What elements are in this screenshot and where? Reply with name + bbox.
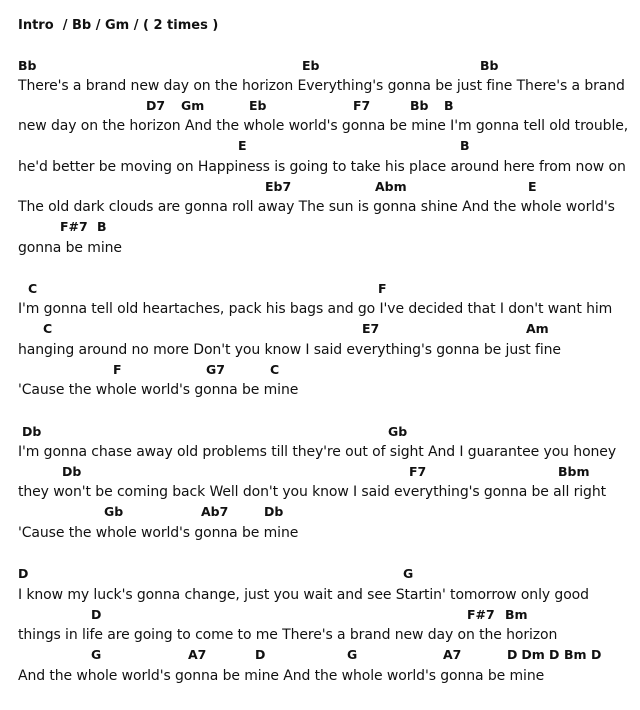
chord: D — [549, 647, 560, 662]
lyric-line: hanging around no more Don't you know I said everything's gonna be just fine — [18, 342, 561, 358]
chord: Ab7 — [201, 504, 229, 519]
chord: B — [460, 138, 470, 153]
chord: D — [255, 647, 266, 662]
chord: F#7 — [467, 607, 495, 622]
lyric-line: new day on the horizon And the whole world's gonna be mine I'm gonna tell old trouble, — [18, 118, 629, 134]
chord: A7 — [188, 647, 207, 662]
chord: G — [91, 647, 102, 662]
chord: C — [43, 321, 53, 336]
chord: Eb — [249, 98, 267, 113]
lyric-line: 'Cause the whole world's gonna be mine — [18, 382, 299, 398]
chord: G — [347, 647, 358, 662]
chord: G7 — [206, 362, 225, 377]
chord: A7 — [443, 647, 462, 662]
chord: D — [18, 566, 29, 581]
chord: C — [28, 281, 38, 296]
chord: F — [113, 362, 122, 377]
lyric-line: things in life are going to come to me There's a brand new day on the horizon — [18, 627, 558, 643]
chord: Bb — [480, 58, 499, 73]
chord: D — [507, 647, 518, 662]
chord: E — [528, 179, 537, 194]
chord: D — [591, 647, 602, 662]
chord: Db — [22, 424, 42, 439]
chord: Am — [526, 321, 549, 336]
chord: Bm — [505, 607, 528, 622]
chord: Bbm — [558, 464, 590, 479]
chord: Bb — [410, 98, 429, 113]
chord: Bm — [564, 647, 587, 662]
chord: Gb — [388, 424, 408, 439]
chord: D — [91, 607, 102, 622]
lyric-line: they won't be coming back Well don't you know I said everything's gonna be all right — [18, 484, 606, 500]
chord: Gb — [104, 504, 124, 519]
lyric-line: gonna be mine — [18, 240, 122, 256]
chord: Db — [62, 464, 82, 479]
lyric-line: he'd better be moving on Happiness is going to take his place around here from now on — [18, 159, 626, 175]
chord: F7 — [409, 464, 427, 479]
chord: E7 — [362, 321, 380, 336]
lyric-line: I'm gonna tell old heartaches, pack his bags and go I've decided that I don't want him — [18, 301, 613, 317]
chord: Gm — [181, 98, 205, 113]
lyric-line: 'Cause the whole world's gonna be mine — [18, 525, 299, 541]
lyric-line: There's a brand new day on the horizon Everything's gonna be just fine There's a brand — [18, 78, 625, 94]
chord: F7 — [353, 98, 371, 113]
chord: Dm — [521, 647, 545, 662]
chord: B — [444, 98, 454, 113]
intro-line: Intro / Bb / Gm / ( 2 times ) — [18, 18, 219, 33]
lyric-line: The old dark clouds are gonna roll away The sun is gonna shine And the whole world's — [18, 199, 615, 215]
lyric-line: I'm gonna chase away old problems till they're out of sight And I guarantee you honey — [18, 444, 617, 460]
lyric-line: I know my luck's gonna change, just you wait and see Startin' tomorrow only good — [18, 587, 589, 603]
chord: D7 — [146, 98, 166, 113]
chord: Eb — [302, 58, 320, 73]
chord: Bb — [18, 58, 37, 73]
chord: Db — [264, 504, 284, 519]
chord: B — [97, 219, 107, 234]
chord: F#7 — [60, 219, 88, 234]
chord: E — [238, 138, 247, 153]
chord: Abm — [375, 179, 407, 194]
chord: Eb7 — [265, 179, 292, 194]
chord: G — [403, 566, 414, 581]
chord: C — [270, 362, 280, 377]
lyric-line: And the whole world's gonna be mine And the whole world's gonna be mine — [18, 668, 545, 684]
chord: F — [378, 281, 387, 296]
